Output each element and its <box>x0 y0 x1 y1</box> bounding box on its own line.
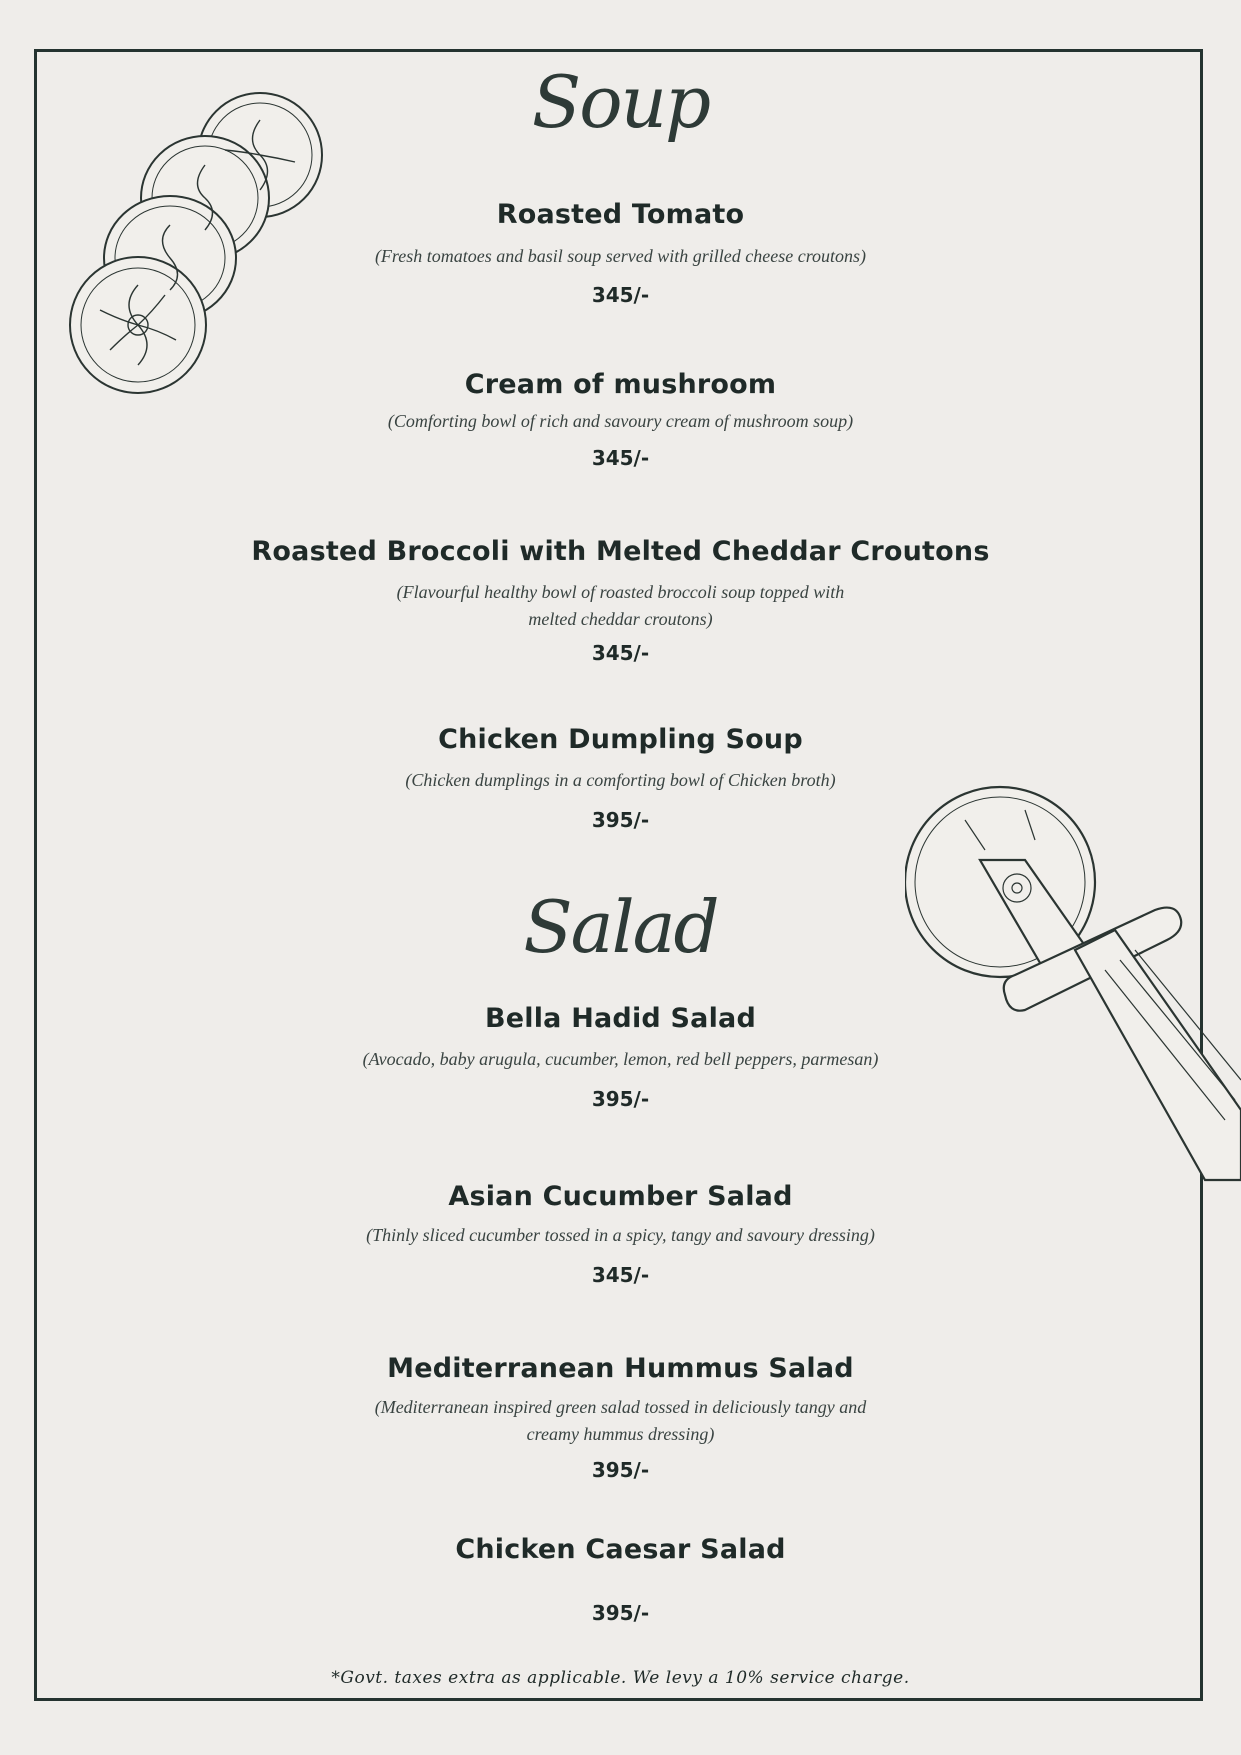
item-description-line-1: (Flavourful healthy bowl of roasted broccoli soup topped with <box>396 582 845 602</box>
item-name: Roasted Broccoli with Melted Cheddar Croutons <box>251 536 990 567</box>
item-price: 395/- <box>591 1458 650 1482</box>
menu-item <box>0 1353 1241 1482</box>
menu-item <box>0 1534 1241 1625</box>
menu-item <box>0 369 1241 470</box>
item-name: Bella Hadid Salad <box>484 1003 756 1034</box>
item-description: (Comforting bowl of rich and savoury cream of mushroom soup) <box>387 411 854 431</box>
item-description-line-2: melted cheddar croutons) <box>528 609 713 629</box>
item-name: Chicken Caesar Salad <box>455 1534 786 1565</box>
menu-item <box>0 536 1241 665</box>
pizza-cutter-illustration <box>905 780 1241 1200</box>
item-name: Cream of mushroom <box>464 369 777 400</box>
item-price: 395/- <box>591 1601 650 1625</box>
footnote: *Govt. taxes extra as applicable. We levy a 10% service charge. <box>331 1668 910 1688</box>
item-price: 395/- <box>591 808 650 832</box>
section-title-soup: Soup <box>531 60 710 144</box>
item-price: 345/- <box>591 446 650 470</box>
item-description: (Avocado, baby arugula, cucumber, lemon, red bell peppers, parmesan) <box>362 1049 879 1069</box>
item-description-line-2: creamy hummus dressing) <box>526 1424 715 1444</box>
menu-item <box>0 1181 1241 1287</box>
item-price: 395/- <box>591 1087 650 1111</box>
item-name: Chicken Dumpling Soup <box>438 724 803 755</box>
menu-item <box>0 1003 1241 1111</box>
item-price: 345/- <box>591 641 650 665</box>
item-price: 345/- <box>591 283 650 307</box>
item-description: (Chicken dumplings in a comforting bowl of Chicken broth) <box>405 770 836 790</box>
menu-item <box>0 724 1241 832</box>
section-title-salad: Salad <box>523 885 718 969</box>
item-name: Asian Cucumber Salad <box>448 1181 793 1212</box>
item-name: Mediterranean Hummus Salad <box>387 1353 854 1384</box>
item-description: (Fresh tomatoes and basil soup served with grilled cheese croutons) <box>374 246 867 266</box>
item-description: (Thinly sliced cucumber tossed in a spicy, tangy and savoury dressing) <box>366 1225 875 1245</box>
item-name: Roasted Tomato <box>496 199 745 230</box>
menu-item <box>0 199 1241 307</box>
item-description-line-1: (Mediterranean inspired green salad tossed in deliciously tangy and <box>374 1397 867 1417</box>
item-price: 345/- <box>591 1263 650 1287</box>
